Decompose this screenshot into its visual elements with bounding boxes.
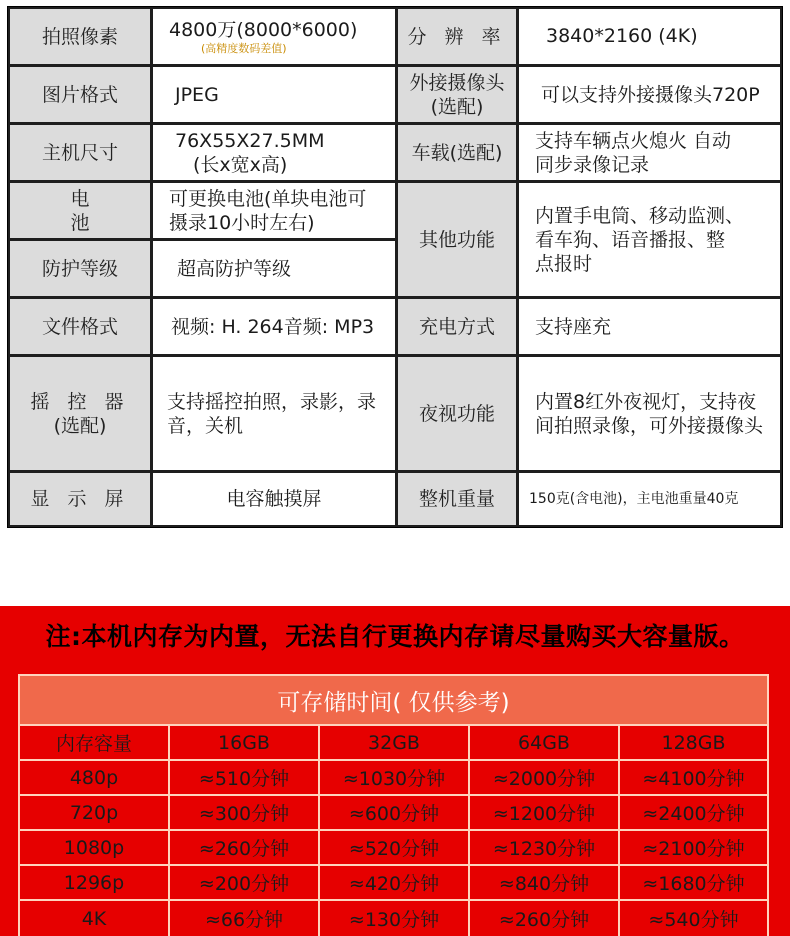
header-cell: 16GB [170,726,318,759]
header-cell: 内存容量 [20,726,168,759]
night-vision-line2: 间拍照录像，可外接摄像头 [535,414,764,437]
size-value-line2: (长x宽x高) [193,153,288,176]
charging-value: 支持座充 [519,299,780,354]
vehicle-label: 车载(选配) [398,125,516,180]
remote-label [10,357,150,470]
screen-label: 显 示 屏 [10,473,150,525]
other-functions-value-cell [519,183,780,296]
other-functions-line1: 内置手电筒、移动监测、 [535,204,745,227]
resolution-note: (高精度数码差值) [201,42,287,55]
battery-value-cell [153,183,395,238]
protection-value: 超高防护等级 [153,241,395,296]
table-cell: ≈1030分钟 [320,761,468,794]
table-cell: ≈1200分钟 [470,796,618,829]
remote-value-line2: 音，关机 [167,414,244,437]
battery-label: 电 池 [10,183,150,238]
night-vision-value-cell [519,357,780,470]
table-cell: ≈66分钟 [170,901,318,936]
vehicle-value-cell [519,125,780,180]
other-functions-line3: 点报时 [535,252,593,275]
size-value-line1: 76X55X27.5MM [175,129,325,152]
spec-table [7,6,783,528]
file-format-value: 视频: H. 264音频: MP3 [153,299,395,354]
remote-value-line1: 支持摇控拍照，录影，录 [167,390,377,413]
image-format-value: JPEG [153,67,395,122]
night-vision-label: 夜视功能 [398,357,516,470]
header-cell: 64GB [470,726,618,759]
ext-camera-label-line1: 外接摄像头 [409,71,505,94]
protection-label: 防护等级 [10,241,150,296]
vehicle-value-line1: 支持车辆点火熄火 自动 [535,129,732,152]
resolution-value: 4800万(8000*6000) [169,19,358,41]
ext-camera-label [398,67,516,122]
battery-value-line2: 摄录10小时左右) [169,211,315,234]
table-cell: 4K [20,901,168,936]
size-value-cell [153,125,395,180]
table-cell: ≈130分钟 [320,901,468,936]
header-cell: 128GB [620,726,767,759]
video-resolution-value: 3840*2160 (4K) [519,9,780,64]
ext-camera-label-line2: (选配) [430,95,484,118]
table-cell: ≈1680分钟 [620,866,767,899]
vehicle-value-line2: 同步录像记录 [535,153,650,176]
resolution-value-cell [153,9,395,64]
ext-camera-value: 可以支持外接摄像头720P [519,67,780,122]
file-format-label: 文件格式 [10,299,150,354]
table-cell: ≈840分钟 [470,866,618,899]
weight-value: 150克(含电池)，主电池重量40克 [519,473,780,525]
night-vision-line1: 内置8红外夜视灯，支持夜 [535,390,757,413]
storage-panel [0,606,790,936]
table-cell: ≈4100分钟 [620,761,767,794]
remote-value-cell [153,357,395,470]
other-functions-label: 其他功能 [398,183,516,296]
video-resolution-label: 分 辨 率 [398,9,516,64]
table-cell: ≈2100分钟 [620,831,767,864]
table-cell: ≈1230分钟 [470,831,618,864]
size-label: 主机尺寸 [10,125,150,180]
table-cell: ≈260分钟 [470,901,618,936]
table-cell: ≈2000分钟 [470,761,618,794]
table-cell: ≈540分钟 [620,901,767,936]
table-cell: ≈300分钟 [170,796,318,829]
table-cell: ≈510分钟 [170,761,318,794]
resolution-label: 拍照像素 [10,9,150,64]
image-format-label: 图片格式 [10,67,150,122]
table-cell: ≈420分钟 [320,866,468,899]
header-cell: 32GB [320,726,468,759]
weight-label: 整机重量 [398,473,516,525]
screen-value: 电容触摸屏 [153,473,395,525]
remote-label-line2: (选配) [53,414,107,437]
table-cell: ≈2400分钟 [620,796,767,829]
other-functions-line2: 看车狗、语音播报、整 [535,228,726,251]
storage-table-title: 可存储时间( 仅供参考) [20,676,767,724]
storage-time-table [18,674,769,936]
table-cell: ≈200分钟 [170,866,318,899]
table-cell: ≈520分钟 [320,831,468,864]
table-cell: 1296p [20,866,168,899]
memory-warning: 注:本机内存为内置，无法自行更换内存请尽量购买大容量版。 [45,622,745,651]
charging-label: 充电方式 [398,299,516,354]
table-cell: ≈260分钟 [170,831,318,864]
battery-value-line1: 可更换电池(单块电池可 [169,187,367,210]
table-cell: 720p [20,796,168,829]
table-cell: ≈600分钟 [320,796,468,829]
table-cell: 480p [20,761,168,794]
table-cell: 1080p [20,831,168,864]
remote-label-line1: 摇 控 器 [30,390,130,413]
